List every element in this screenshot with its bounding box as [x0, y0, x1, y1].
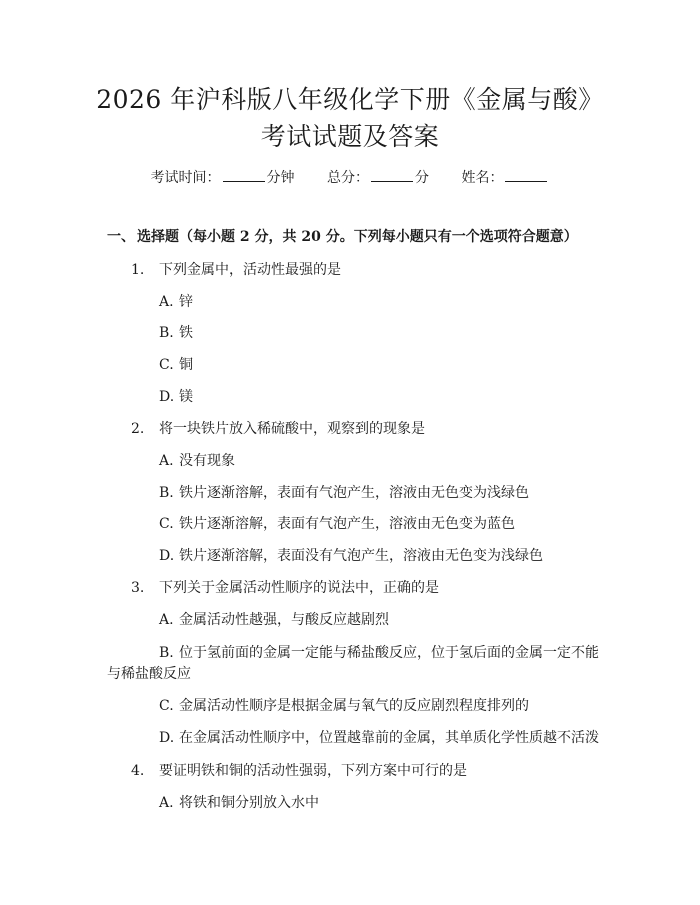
- option-1c: [159, 355, 193, 375]
- name-field: [461, 170, 549, 186]
- option-text: 在金属活动性顺序中，位置越靠前的金属，其单质化学性质越不活泼: [179, 730, 599, 746]
- question-number: 4.: [131, 763, 145, 779]
- exam-meta: [0, 168, 700, 188]
- option-letter: C.: [159, 698, 174, 714]
- question-2: [131, 419, 425, 439]
- question-1: [131, 260, 341, 280]
- total-score-field: [327, 170, 429, 186]
- name-blank: [505, 168, 547, 182]
- option-text: 锌: [179, 294, 193, 310]
- exam-time-unit: 分钟: [266, 170, 295, 186]
- option-1d: [159, 387, 193, 407]
- option-letter: A.: [159, 453, 174, 469]
- option-4a: [159, 793, 319, 813]
- option-3b-continuation: 与稀盐酸反应: [107, 666, 191, 682]
- option-3d: [159, 728, 599, 748]
- question-number: 1.: [131, 262, 145, 278]
- option-letter: D.: [159, 730, 175, 746]
- option-text: 金属活动性越强，与酸反应越剧烈: [179, 612, 389, 628]
- option-letter: A.: [159, 294, 174, 310]
- option-letter: B.: [159, 645, 174, 661]
- option-2c: [159, 514, 515, 534]
- question-text: 将一块铁片放入稀硫酸中，观察到的现象是: [159, 421, 425, 437]
- option-2a: [159, 451, 235, 471]
- option-letter: B.: [159, 325, 174, 341]
- question-text: 要证明铁和铜的活动性强弱，下列方案中可行的是: [159, 763, 467, 779]
- option-letter: D.: [159, 389, 175, 405]
- option-letter: C.: [159, 357, 174, 373]
- option-text: 位于氢前面的金属一定能与稀盐酸反应，位于氢后面的金属一定不能: [179, 645, 599, 661]
- option-1b: [159, 323, 193, 343]
- option-text: 铁片逐渐溶解，表面有气泡产生，溶液由无色变为浅绿色: [179, 485, 529, 501]
- option-3b: [159, 643, 599, 663]
- option-2b: [159, 483, 529, 503]
- option-text: 铜: [179, 357, 193, 373]
- option-text: 将铁和铜分别放入水中: [179, 795, 319, 811]
- question-number: 2.: [131, 421, 145, 437]
- question-4: [131, 761, 467, 781]
- option-text: 镁: [179, 389, 193, 405]
- section-title: 选择题（每小题 2 分，共 20 分。下列每小题只有一个选项符合题意）: [137, 229, 578, 245]
- total-score-label: 总分：: [327, 170, 369, 186]
- question-3: [131, 578, 439, 598]
- option-1a: [159, 292, 193, 312]
- section-number: 一、: [107, 229, 135, 245]
- option-letter: D.: [159, 548, 175, 564]
- option-text: 铁片逐渐溶解，表面有气泡产生，溶液由无色变为蓝色: [179, 516, 515, 532]
- total-score-blank: [371, 168, 413, 182]
- name-label: 姓名：: [461, 170, 504, 186]
- option-letter: A.: [159, 612, 174, 628]
- option-letter: C.: [159, 516, 174, 532]
- option-text: 铁片逐渐溶解，表面没有气泡产生，溶液由无色变为浅绿色: [179, 548, 543, 564]
- document-title-line1: 2026 年沪科版八年级化学下册《金属与酸》: [96, 85, 604, 114]
- option-letter: A.: [159, 795, 174, 811]
- question-text: 下列关于金属活动性顺序的说法中，正确的是: [159, 580, 439, 596]
- exam-time-field: [151, 170, 295, 186]
- option-text: 没有现象: [179, 453, 235, 469]
- option-text: 金属活动性顺序是根据金属与氧气的反应剧烈程度排列的: [179, 698, 529, 714]
- option-3c: [159, 696, 529, 716]
- option-3a: [159, 610, 389, 630]
- total-score-unit: 分: [415, 170, 429, 186]
- section-heading: [107, 227, 578, 247]
- document-title-line2: 考试试题及答案: [260, 122, 440, 151]
- question-text: 下列金属中，活动性最强的是: [159, 262, 341, 278]
- exam-time-label: 考试时间：: [150, 170, 221, 186]
- option-2d: [159, 546, 543, 566]
- option-letter: B.: [159, 485, 174, 501]
- exam-time-blank: [223, 168, 265, 182]
- option-text: 铁: [179, 325, 193, 341]
- question-number: 3.: [131, 580, 145, 596]
